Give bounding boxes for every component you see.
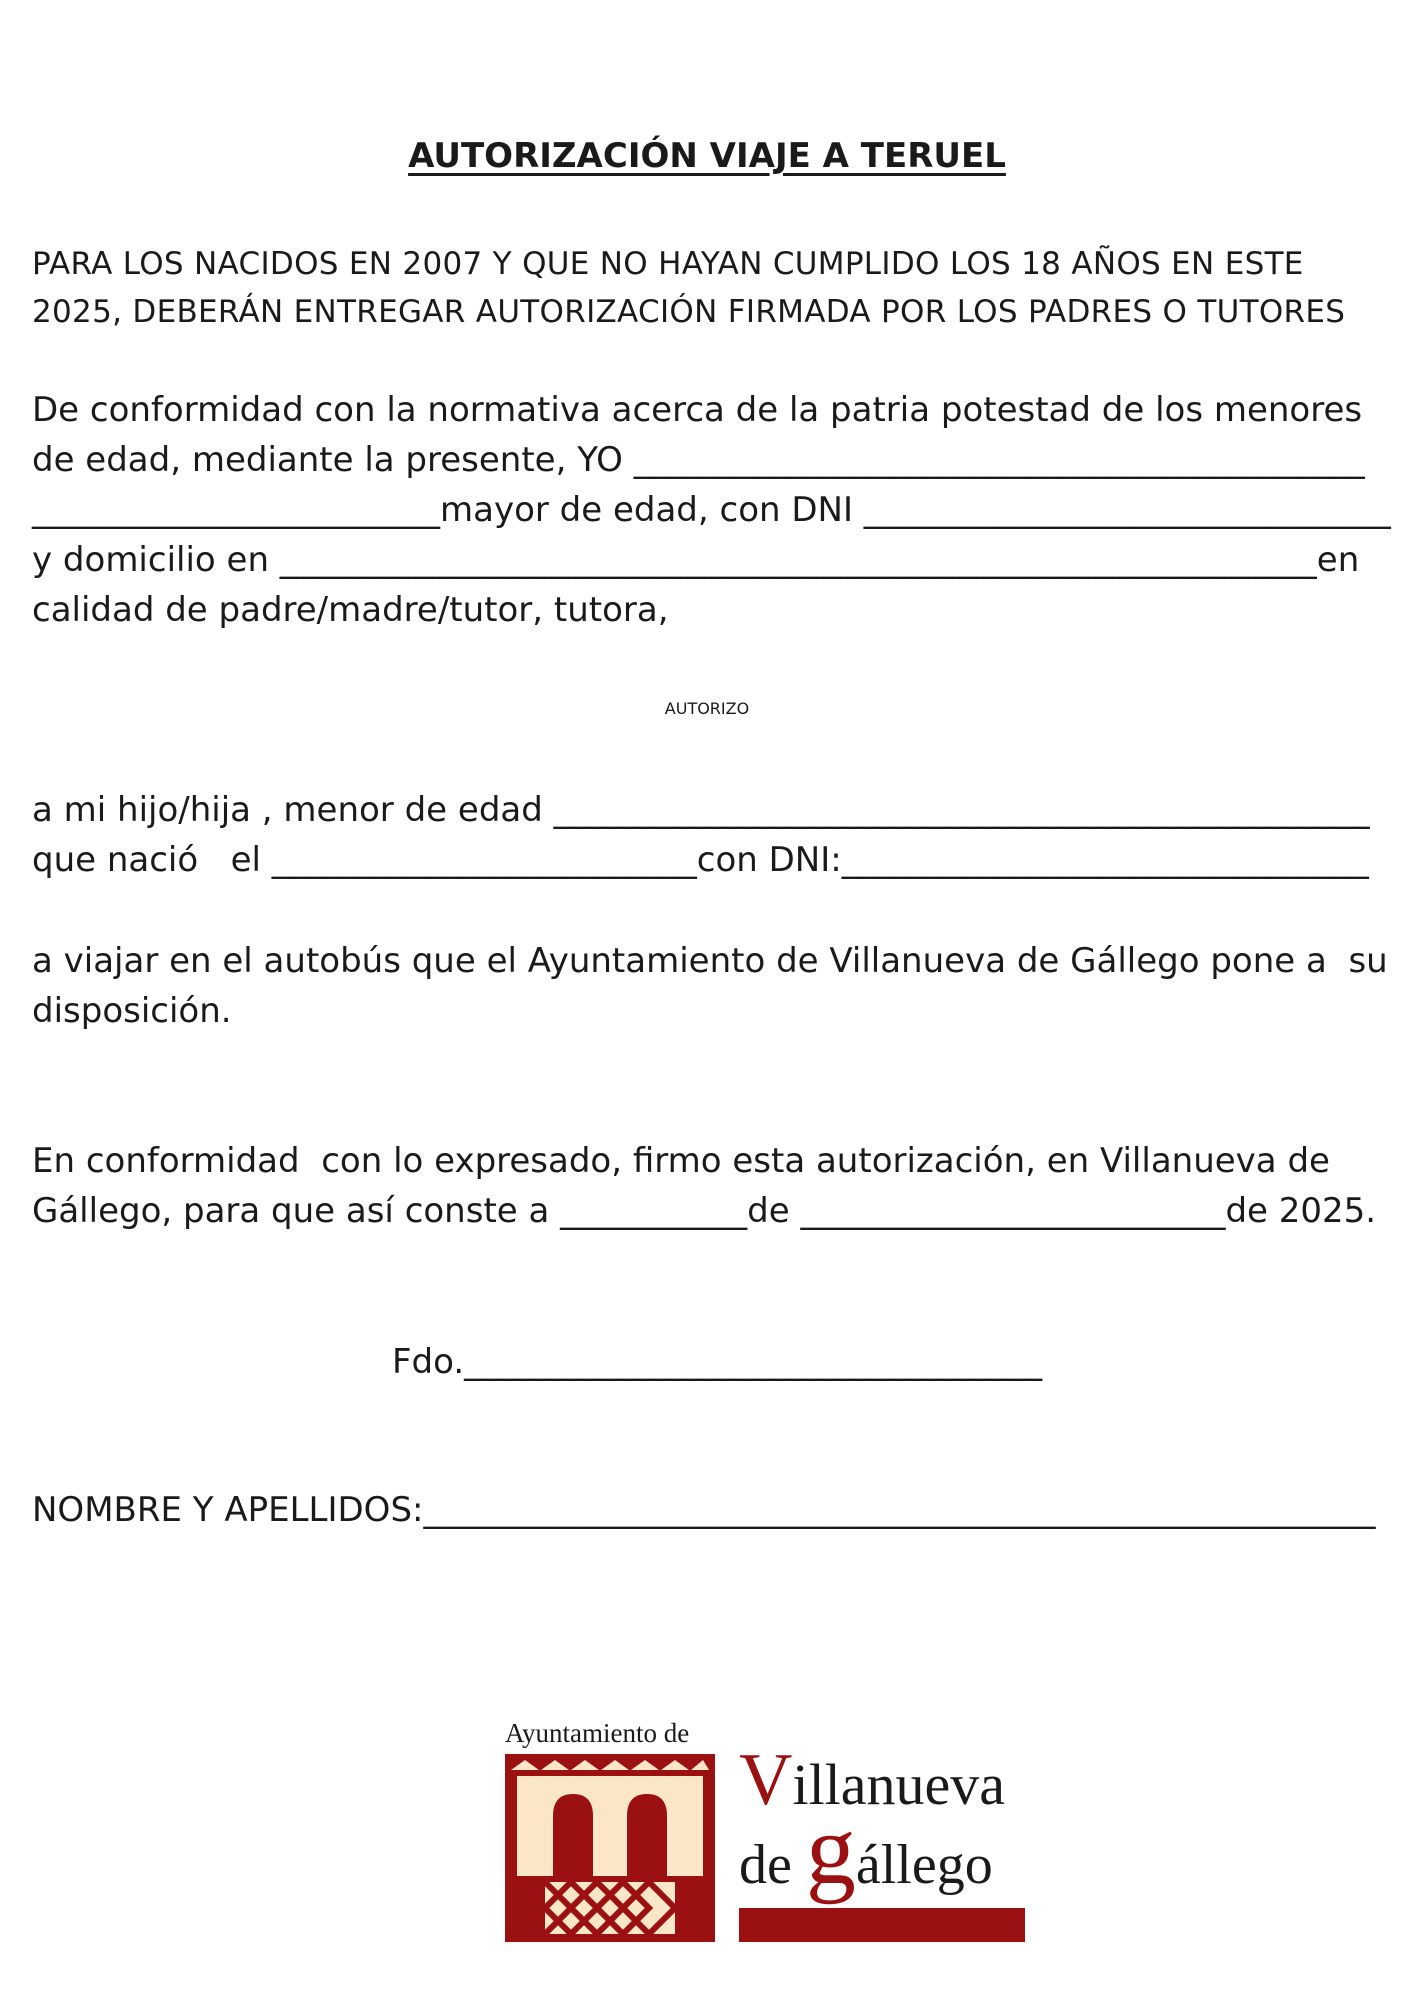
logo-name-line-2: de gállego bbox=[739, 1794, 993, 1905]
name-line: NOMBRE Y APELLIDOS:________________________________________________________ bbox=[32, 1490, 1376, 1530]
paragraph1-line-3: ________________________mayor de edad, con DNI _______________________________ bbox=[32, 490, 1391, 530]
document-title: AUTORIZACIÓN VIAJE A TERUEL bbox=[408, 136, 1006, 176]
paragraph3-line-1: a viajar en el autobús que el Ayuntamiento de Villanueva de Gállego pone a su bbox=[32, 941, 1388, 981]
paragraph4-line-1: En conformidad con lo expresado, firmo esta autorización, en Villanueva de bbox=[32, 1141, 1330, 1181]
paragraph2-line-2: que nació el _________________________con DNI:_______________________________ bbox=[32, 840, 1369, 880]
paragraph1-line-5: calidad de padre/madre/tutor, tutora, bbox=[32, 590, 669, 630]
logo-top-text: Ayuntamiento de bbox=[505, 1718, 690, 1748]
logo-name-line-1: Villanueva bbox=[739, 1739, 1006, 1821]
tower-emblem-icon bbox=[505, 1754, 715, 1942]
paragraph4-line-2: Gállego, para que así conste a ___________de _________________________de 2025. bbox=[32, 1191, 1377, 1231]
authorize-heading: AUTORIZO bbox=[664, 699, 750, 718]
paragraph1-line-2: de edad, mediante la presente, YO ___________________________________________ bbox=[32, 440, 1365, 480]
council-logo bbox=[505, 1718, 1025, 1943]
paragraph3-line-2: disposición. bbox=[32, 991, 232, 1031]
signature-line: Fdo.__________________________________ bbox=[392, 1342, 1043, 1382]
paragraph1-line-4: y domicilio en _____________________________________________________________en bbox=[32, 540, 1360, 580]
paragraph1-line-1: De conformidad con la normativa acerca de la patria potestad de los menores bbox=[32, 390, 1363, 430]
notice-line-1: PARA LOS NACIDOS EN 2007 Y QUE NO HAYAN CUMPLIDO LOS 18 AÑOS EN ESTE bbox=[32, 246, 1304, 282]
paragraph2-line-1: a mi hijo/hija , menor de edad ________________________________________________ bbox=[32, 790, 1370, 830]
logo-bar bbox=[739, 1908, 1025, 1942]
notice-line-2: 2025, DEBERÁN ENTREGAR AUTORIZACIÓN FIRMADA POR LOS PADRES O TUTORES bbox=[32, 294, 1346, 330]
